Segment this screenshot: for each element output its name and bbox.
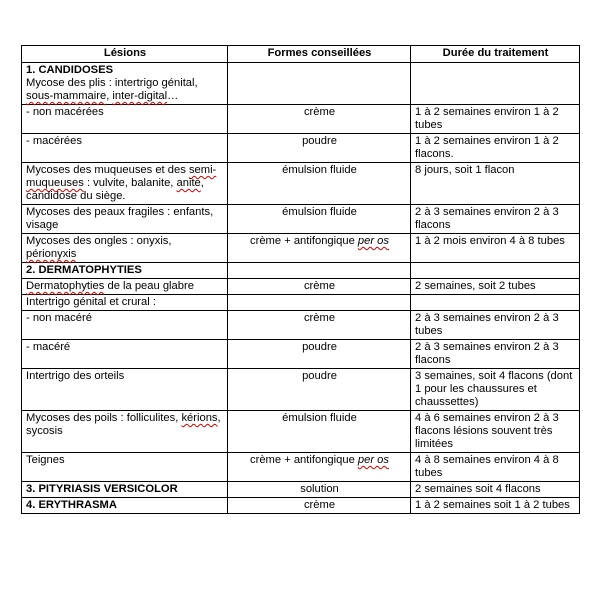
section-title: 3. PITYRIASIS VERSICOLOR — [22, 482, 228, 498]
table-row: - macérées poudre 1 à 2 semaines environ 1 à 2 flacons. — [22, 134, 580, 163]
section-candidoses-cell: 1. CANDIDOSES Mycose des plis : intertrigo génital, sous-mammaire, inter-digital… — [22, 63, 228, 105]
table-row — [22, 263, 580, 279]
table-row — [22, 63, 580, 105]
table-row: Mycoses des peaux fragiles : enfants, visage émulsion fluide 2 à 3 semaines environ 2 à 3 flacons — [22, 205, 580, 234]
table-row: Intertrigo des orteils poudre 3 semaines, soit 4 flacons (dont 1 pour les chaussures et chaussettes) — [22, 369, 580, 411]
table-row: 3. PITYRIASIS VERSICOLOR solution 2 semaines soit 4 flacons — [22, 482, 580, 498]
table-row: Mycoses des muqueuses et des semi-muqueuses : vulvite, balanite, anite, candidose du siège. émulsion fluide 8 jours, soit 1 flacon — [22, 163, 580, 205]
header-lesions: Lésions — [22, 46, 228, 63]
header-duree: Durée du traitement — [411, 46, 580, 63]
table-row: - non macérées crème 1 à 2 semaines environ 1 à 2 tubes — [22, 105, 580, 134]
table-row: Dermatophyties de la peau glabre crème 2 semaines, soit 2 tubes — [22, 279, 580, 295]
table-row: - macéré poudre 2 à 3 semaines environ 2 à 3 flacons — [22, 340, 580, 369]
table-row: - non macéré crème 2 à 3 semaines environ 2 à 3 tubes — [22, 311, 580, 340]
table-row: 4. ERYTHRASMA crème 1 à 2 semaines soit 1 à 2 tubes — [22, 498, 580, 514]
table-row: Mycoses des poils : folliculites, kérions, sycosis émulsion fluide 4 à 6 semaines environ 2 à 3 flacons lésions souvent très limitées — [22, 411, 580, 453]
section-title: 1. CANDIDOSES — [26, 64, 114, 76]
header-row — [22, 46, 580, 63]
table-row: Mycoses des ongles : onyxis, périonyxis crème + antifongique per os 1 à 2 mois environ 4 à 8 tubes — [22, 234, 580, 263]
treatment-table — [21, 45, 580, 514]
table-row: Intertrigo génital et crural : — [22, 295, 580, 311]
section-title: 4. ERYTHRASMA — [22, 498, 228, 514]
header-formes: Formes conseillées — [228, 46, 411, 63]
table-row: Teignes crème + antifongique per os 4 à 8 semaines environ 4 à 8 tubes — [22, 453, 580, 482]
section-title: 2. DERMATOPHYTIES — [22, 263, 228, 279]
